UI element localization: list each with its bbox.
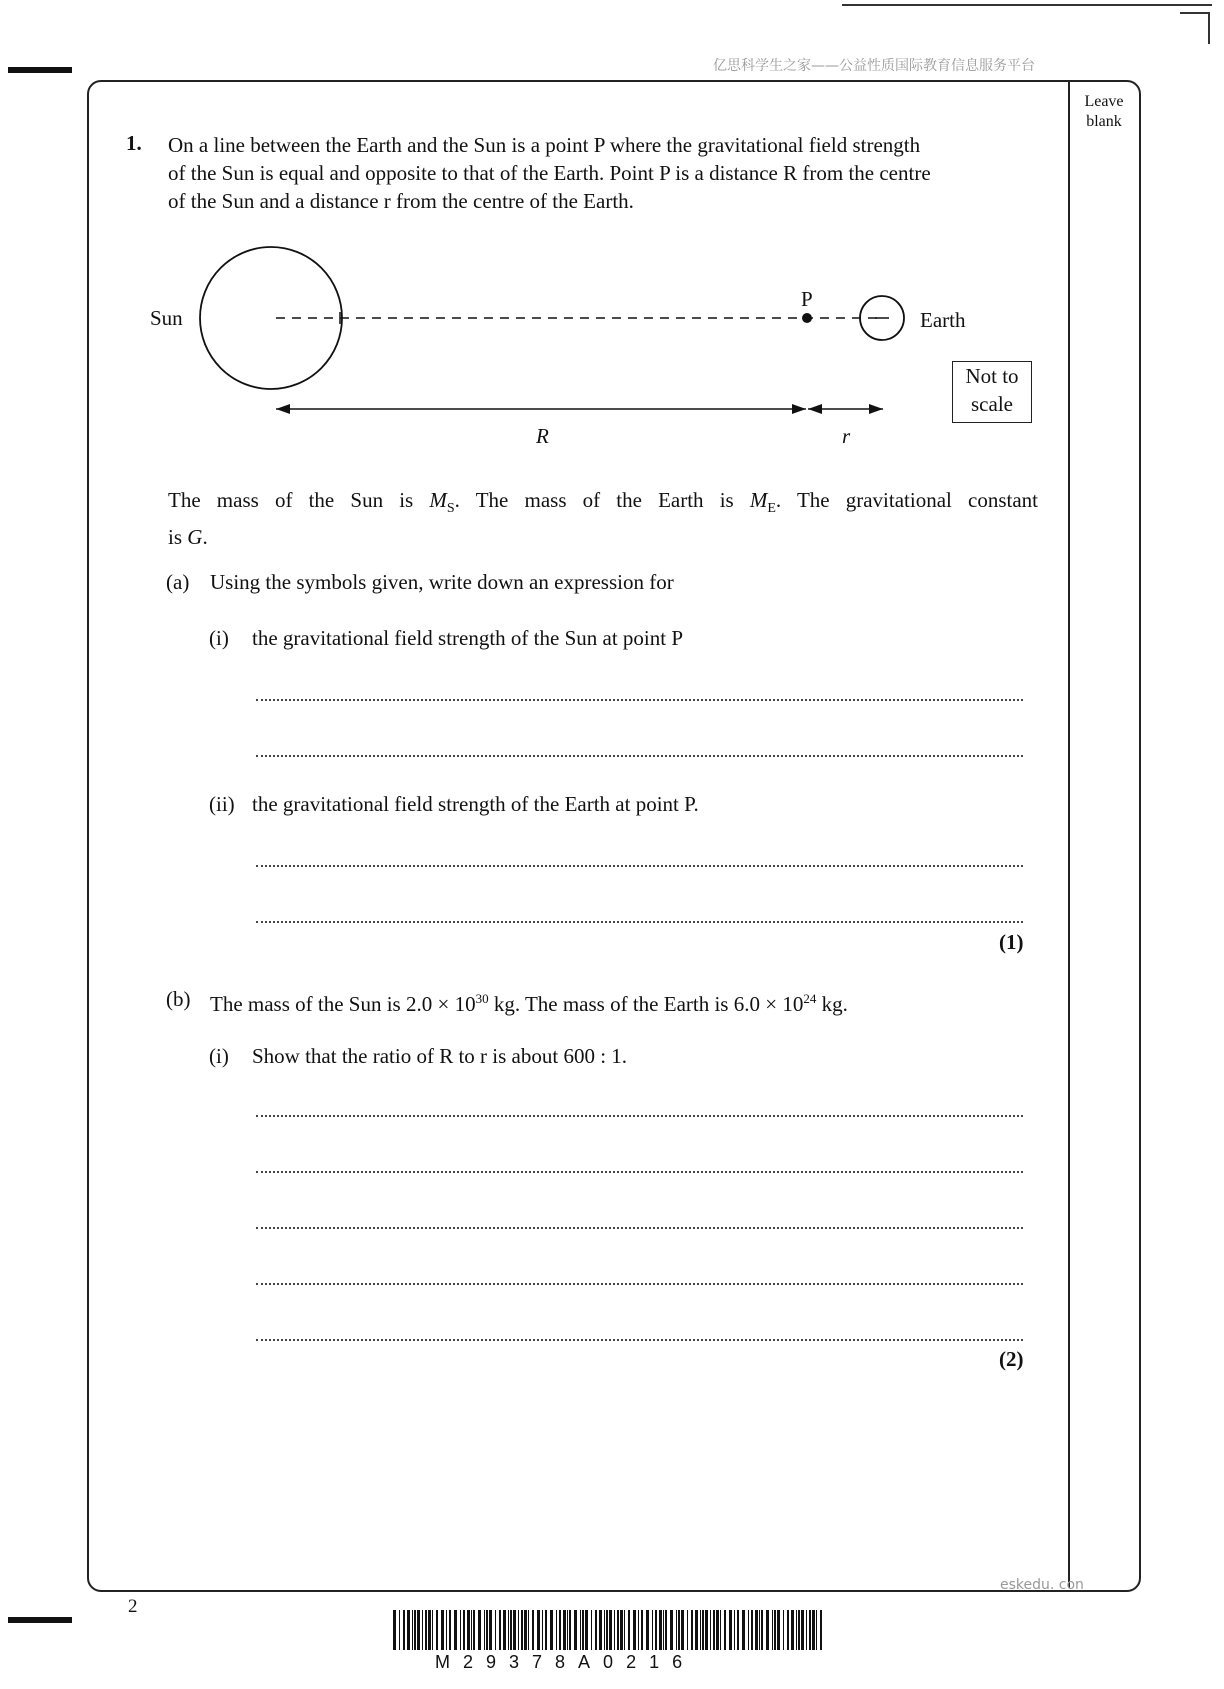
barcode-bar bbox=[766, 1610, 769, 1650]
barcode-bar bbox=[751, 1610, 753, 1650]
barcode-bar bbox=[646, 1610, 649, 1650]
part-b-text-b: kg. The mass of the Earth is 6.0 × 10 bbox=[488, 992, 804, 1016]
scale-text: scale bbox=[971, 392, 1013, 416]
barcode-bar bbox=[716, 1610, 719, 1650]
barcode-bar bbox=[545, 1610, 547, 1650]
barcode-bar bbox=[513, 1610, 516, 1650]
barcode-bar bbox=[537, 1610, 540, 1650]
barcode-bar bbox=[425, 1610, 427, 1650]
barcode-bar bbox=[582, 1610, 584, 1650]
barcode-bar bbox=[772, 1610, 773, 1650]
barcode-bar bbox=[676, 1610, 677, 1650]
barcode-bar bbox=[724, 1610, 726, 1650]
barcode-bar bbox=[407, 1610, 410, 1650]
barcode-bar bbox=[550, 1610, 553, 1650]
barcode-bar bbox=[510, 1610, 512, 1650]
barcode-bar bbox=[399, 1610, 400, 1650]
barcode-bar bbox=[567, 1610, 568, 1650]
symbol-g: G bbox=[187, 525, 203, 550]
barcode-bar bbox=[595, 1610, 597, 1650]
barcode-bar bbox=[670, 1610, 673, 1650]
page-number: 2 bbox=[128, 1596, 138, 1617]
barcode-bar bbox=[761, 1610, 763, 1650]
barcode-bar bbox=[812, 1610, 815, 1650]
barcode-bar bbox=[678, 1610, 680, 1650]
part-a-ii-label: (ii) bbox=[209, 792, 235, 816]
barcode-bar bbox=[614, 1610, 615, 1650]
masses-line-1 bbox=[168, 486, 1038, 523]
barcode-bar bbox=[687, 1610, 688, 1650]
barcode-bar bbox=[518, 1610, 519, 1650]
barcode-bar bbox=[691, 1610, 693, 1650]
answer-line-b-i-3[interactable] bbox=[256, 1227, 1023, 1229]
barcode-bar bbox=[820, 1610, 822, 1650]
arrow-R-head-left bbox=[276, 404, 290, 414]
part-a-text: Using the symbols given, write down an expression for bbox=[210, 570, 674, 594]
barcode-bar bbox=[796, 1610, 797, 1650]
barcode-bar bbox=[471, 1610, 472, 1650]
barcode-bar bbox=[774, 1610, 776, 1650]
margin-mark-bottom bbox=[8, 1617, 72, 1623]
barcode-bar bbox=[467, 1610, 470, 1650]
barcode-bar bbox=[777, 1610, 780, 1650]
barcode-bar bbox=[681, 1610, 684, 1650]
barcode-bar bbox=[403, 1610, 405, 1650]
barcode-bar bbox=[521, 1610, 523, 1650]
barcode-bar bbox=[652, 1610, 653, 1650]
barcode-bar bbox=[503, 1610, 506, 1650]
arrow-R-head-right bbox=[792, 404, 806, 414]
question-intro bbox=[168, 131, 1038, 215]
barcode-bar bbox=[705, 1610, 708, 1650]
watermark-top: 亿思科学生之家——公益性质国际教育信息服务平台 bbox=[713, 58, 1035, 74]
barcode-bar bbox=[702, 1610, 704, 1650]
barcode-bar bbox=[737, 1610, 739, 1650]
masses-text-c: . The gravitational constant bbox=[775, 488, 1038, 512]
subscript-s: S bbox=[446, 501, 455, 517]
barcode-bar bbox=[569, 1610, 571, 1650]
barcode-bar bbox=[663, 1610, 664, 1650]
barcode-bar bbox=[748, 1610, 749, 1650]
barcode-bar bbox=[729, 1610, 732, 1650]
barcode-bar bbox=[484, 1610, 485, 1650]
barcode-bar bbox=[417, 1610, 420, 1650]
barcode-bar bbox=[801, 1610, 804, 1650]
barcode-bar bbox=[606, 1610, 608, 1650]
masses-text-d: is bbox=[168, 525, 188, 550]
part-b-text-c: kg. bbox=[816, 992, 848, 1016]
distance-r-label: r bbox=[842, 424, 851, 448]
barcode-bar bbox=[580, 1610, 581, 1650]
leave-word: Leave bbox=[1084, 93, 1124, 110]
barcode-bar bbox=[620, 1610, 623, 1650]
barcode-bar bbox=[559, 1610, 561, 1650]
sun-circle bbox=[200, 247, 342, 389]
barcode-bar bbox=[556, 1610, 557, 1650]
part-b-label: (b) bbox=[166, 987, 191, 1011]
question-number: 1. bbox=[126, 131, 142, 155]
barcode-bar bbox=[449, 1610, 451, 1650]
barcode-bar bbox=[604, 1610, 605, 1650]
answer-line-a-i-1[interactable] bbox=[256, 699, 1023, 701]
barcode-bar bbox=[638, 1610, 639, 1650]
barcode-bar bbox=[432, 1610, 433, 1650]
barcode-bar bbox=[563, 1610, 566, 1650]
masses-text-a: The mass of the Sun is bbox=[168, 488, 430, 512]
barcode-bar bbox=[499, 1610, 501, 1650]
part-a-i-text: the gravitational field strength of the Sun at point P bbox=[252, 626, 684, 650]
part-b-i-label: (i) bbox=[209, 1044, 229, 1068]
symbol-me: M bbox=[749, 488, 768, 512]
answer-line-b-i-2[interactable] bbox=[256, 1171, 1023, 1173]
barcode-bar bbox=[809, 1610, 811, 1650]
masses-sentence bbox=[168, 486, 1038, 551]
barcode-bar bbox=[393, 1610, 396, 1650]
barcode bbox=[393, 1610, 825, 1654]
leave-blank-column bbox=[1068, 82, 1070, 1588]
barcode-bar bbox=[617, 1610, 619, 1650]
masses-text-b: . The mass of the Earth is bbox=[454, 488, 750, 512]
barcode-bar bbox=[700, 1610, 701, 1650]
barcode-bar bbox=[414, 1610, 416, 1650]
subscript-e: E bbox=[767, 501, 776, 517]
barcode-bar bbox=[633, 1610, 636, 1650]
barcode-bar bbox=[787, 1610, 789, 1650]
barcode-bar bbox=[524, 1610, 527, 1650]
barcode-bar bbox=[528, 1610, 529, 1650]
barcode-bar bbox=[665, 1610, 667, 1650]
barcode-bar bbox=[609, 1610, 612, 1650]
arrow-r-head-right bbox=[869, 404, 883, 414]
barcode-bar bbox=[446, 1610, 447, 1650]
barcode-bar bbox=[713, 1610, 715, 1650]
crop-mark-corner bbox=[1180, 12, 1210, 44]
blank-word: blank bbox=[1086, 113, 1122, 130]
barcode-bar bbox=[542, 1610, 543, 1650]
exponent-30: 30 bbox=[475, 991, 489, 1006]
intro-line-3: of the Sun and a distance r from the centre of the Earth. bbox=[168, 189, 634, 213]
barcode-bar bbox=[628, 1610, 630, 1650]
barcode-bar bbox=[783, 1610, 784, 1650]
earth-label: Earth bbox=[920, 308, 966, 332]
leave-blank-label bbox=[1074, 92, 1134, 132]
masses-text-e: . bbox=[202, 525, 208, 550]
barcode-bar bbox=[463, 1610, 465, 1650]
barcode-bar bbox=[655, 1610, 657, 1650]
barcode-bar bbox=[641, 1610, 643, 1650]
symbol-ms: M bbox=[429, 488, 447, 512]
barcode-bar bbox=[428, 1610, 431, 1650]
barcode-bar bbox=[460, 1610, 461, 1650]
barcode-bar bbox=[508, 1610, 509, 1650]
intro-line-1: On a line between the Earth and the Sun is a point P where the gravitational field strength bbox=[168, 133, 921, 157]
point-p-label: P bbox=[801, 287, 813, 311]
barcode-bar bbox=[489, 1610, 492, 1650]
barcode-bar bbox=[695, 1610, 698, 1650]
barcode-number: M29378A0216 bbox=[435, 1652, 696, 1672]
barcode-bar bbox=[422, 1610, 423, 1650]
sun-label: Sun bbox=[150, 306, 183, 330]
not-to-scale-box bbox=[952, 361, 1032, 423]
barcode-bar bbox=[478, 1610, 481, 1650]
part-b-i-text: Show that the ratio of R to r is about 600 : 1. bbox=[252, 1044, 628, 1068]
arrow-r-head-left bbox=[808, 404, 822, 414]
barcode-bar bbox=[574, 1610, 577, 1650]
barcode-bar bbox=[734, 1610, 735, 1650]
part-b-text bbox=[210, 985, 848, 1018]
barcode-bar bbox=[495, 1610, 496, 1650]
barcode-bar bbox=[659, 1610, 662, 1650]
barcode-bar bbox=[624, 1610, 625, 1650]
answer-line-b-i-1[interactable] bbox=[256, 1115, 1023, 1117]
not-to-text: Not to bbox=[965, 364, 1019, 388]
barcode-bar bbox=[806, 1610, 807, 1650]
barcode-bar bbox=[585, 1610, 588, 1650]
masses-line-2 bbox=[168, 523, 1038, 551]
barcode-bar bbox=[454, 1610, 457, 1650]
point-p-dot bbox=[802, 313, 812, 323]
barcode-bar bbox=[591, 1610, 592, 1650]
answer-line-b-i-5[interactable] bbox=[256, 1339, 1023, 1341]
barcode-bar bbox=[720, 1610, 721, 1650]
watermark-bottom: eskedu. con bbox=[1000, 1577, 1084, 1593]
barcode-bar bbox=[755, 1610, 758, 1650]
answer-line-a-ii-1[interactable] bbox=[256, 865, 1023, 867]
barcode-bar bbox=[473, 1610, 475, 1650]
answer-line-a-i-2[interactable] bbox=[256, 755, 1023, 757]
part-a-marks: (1) bbox=[999, 930, 1024, 954]
barcode-bar bbox=[486, 1610, 488, 1650]
sun-earth-diagram bbox=[140, 240, 1040, 460]
part-b-text-a: The mass of the Sun is 2.0 × 10 bbox=[210, 992, 476, 1016]
exponent-24: 24 bbox=[803, 991, 817, 1006]
answer-line-b-i-4[interactable] bbox=[256, 1283, 1023, 1285]
part-b-marks: (2) bbox=[999, 1347, 1024, 1371]
distance-R-label: R bbox=[536, 424, 549, 448]
part-a-ii-text: the gravitational field strength of the Earth at point P. bbox=[252, 792, 699, 816]
barcode-bar bbox=[759, 1610, 760, 1650]
barcode-bar bbox=[532, 1610, 534, 1650]
barcode-bar bbox=[791, 1610, 794, 1650]
intro-line-2: of the Sun is equal and opposite to that of the Earth. Point P is a distance R from the centre bbox=[168, 161, 931, 185]
barcode-bar bbox=[599, 1610, 602, 1650]
part-a-label: (a) bbox=[166, 570, 190, 594]
barcode-bar bbox=[441, 1610, 444, 1650]
barcode-bar bbox=[798, 1610, 800, 1650]
barcode-bar bbox=[412, 1610, 413, 1650]
part-a-i-label: (i) bbox=[209, 626, 229, 650]
barcode-bar bbox=[742, 1610, 745, 1650]
barcode-bar bbox=[436, 1610, 438, 1650]
barcode-bar bbox=[710, 1610, 711, 1650]
barcode-bar bbox=[816, 1610, 817, 1650]
answer-line-a-ii-2[interactable] bbox=[256, 921, 1023, 923]
crop-mark-top bbox=[842, 4, 1212, 6]
margin-mark-top bbox=[8, 67, 72, 73]
